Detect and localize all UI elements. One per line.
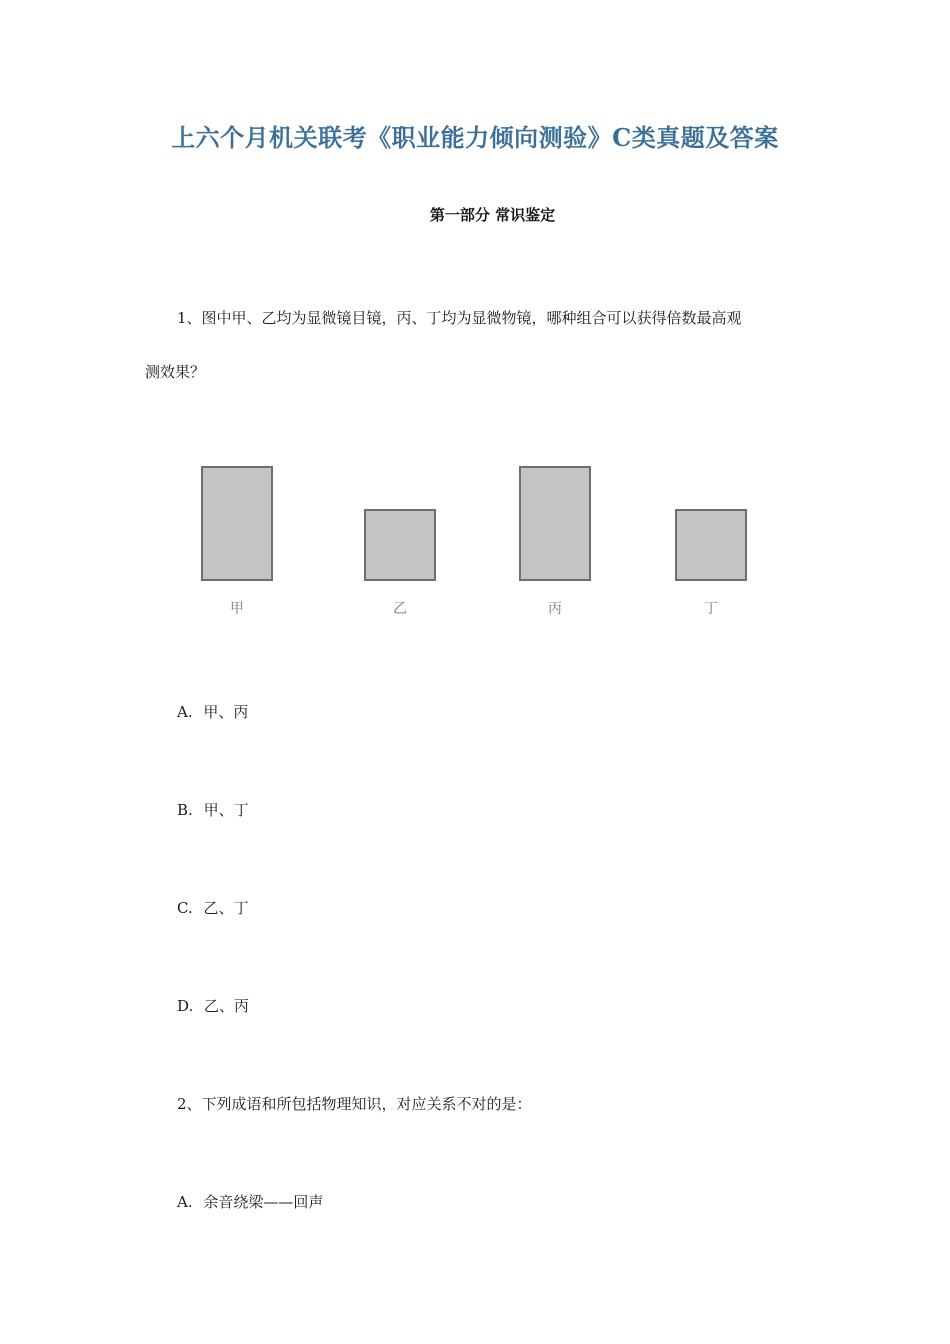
option-letter: A.	[177, 1193, 193, 1211]
question-1-stem-line-1: 1、图中甲、乙均为显微镜目镜，丙、丁均为显微物镜，哪种组合可以获得倍数最高观	[177, 309, 742, 327]
document-title: 上六个月机关联考《职业能力倾向测验》C类真题及答案	[171, 123, 779, 152]
lens-jia-tall-eyepiece	[201, 466, 273, 581]
option-text: 乙、丁	[203, 899, 249, 917]
option-text: 乙、丙	[204, 997, 250, 1015]
question-1-option-d	[177, 995, 249, 1017]
option-text: 甲、丙	[203, 703, 249, 721]
question-1-option-a	[177, 701, 248, 723]
lens-ding-short-objective	[675, 509, 747, 581]
option-letter: D.	[177, 997, 194, 1015]
question-1-option-b	[177, 799, 249, 821]
question-2-option-a	[177, 1191, 323, 1213]
question-2-stem: 2、下列成语和所包括物理知识，对应关系不对的是：	[177, 1095, 532, 1113]
lens-label-ding: 丁	[704, 601, 718, 617]
option-text: 余音绕梁——回声	[203, 1193, 324, 1211]
option-text: 甲、丁	[203, 801, 249, 819]
option-letter: A.	[177, 703, 193, 721]
question-1-stem-line-2: 测效果？	[145, 363, 206, 381]
option-letter: C.	[177, 899, 193, 917]
lens-yi-short-eyepiece	[364, 509, 436, 581]
lens-label-bing: 丙	[548, 601, 562, 617]
lens-label-yi: 乙	[393, 601, 407, 617]
lens-label-jia: 甲	[230, 601, 244, 617]
section-heading: 第一部分 常识鉴定	[429, 206, 556, 224]
lens-bing-tall-objective	[519, 466, 591, 581]
microscope-lens-figure	[190, 455, 770, 625]
question-1-option-c	[177, 897, 249, 919]
option-letter: B.	[177, 801, 193, 819]
